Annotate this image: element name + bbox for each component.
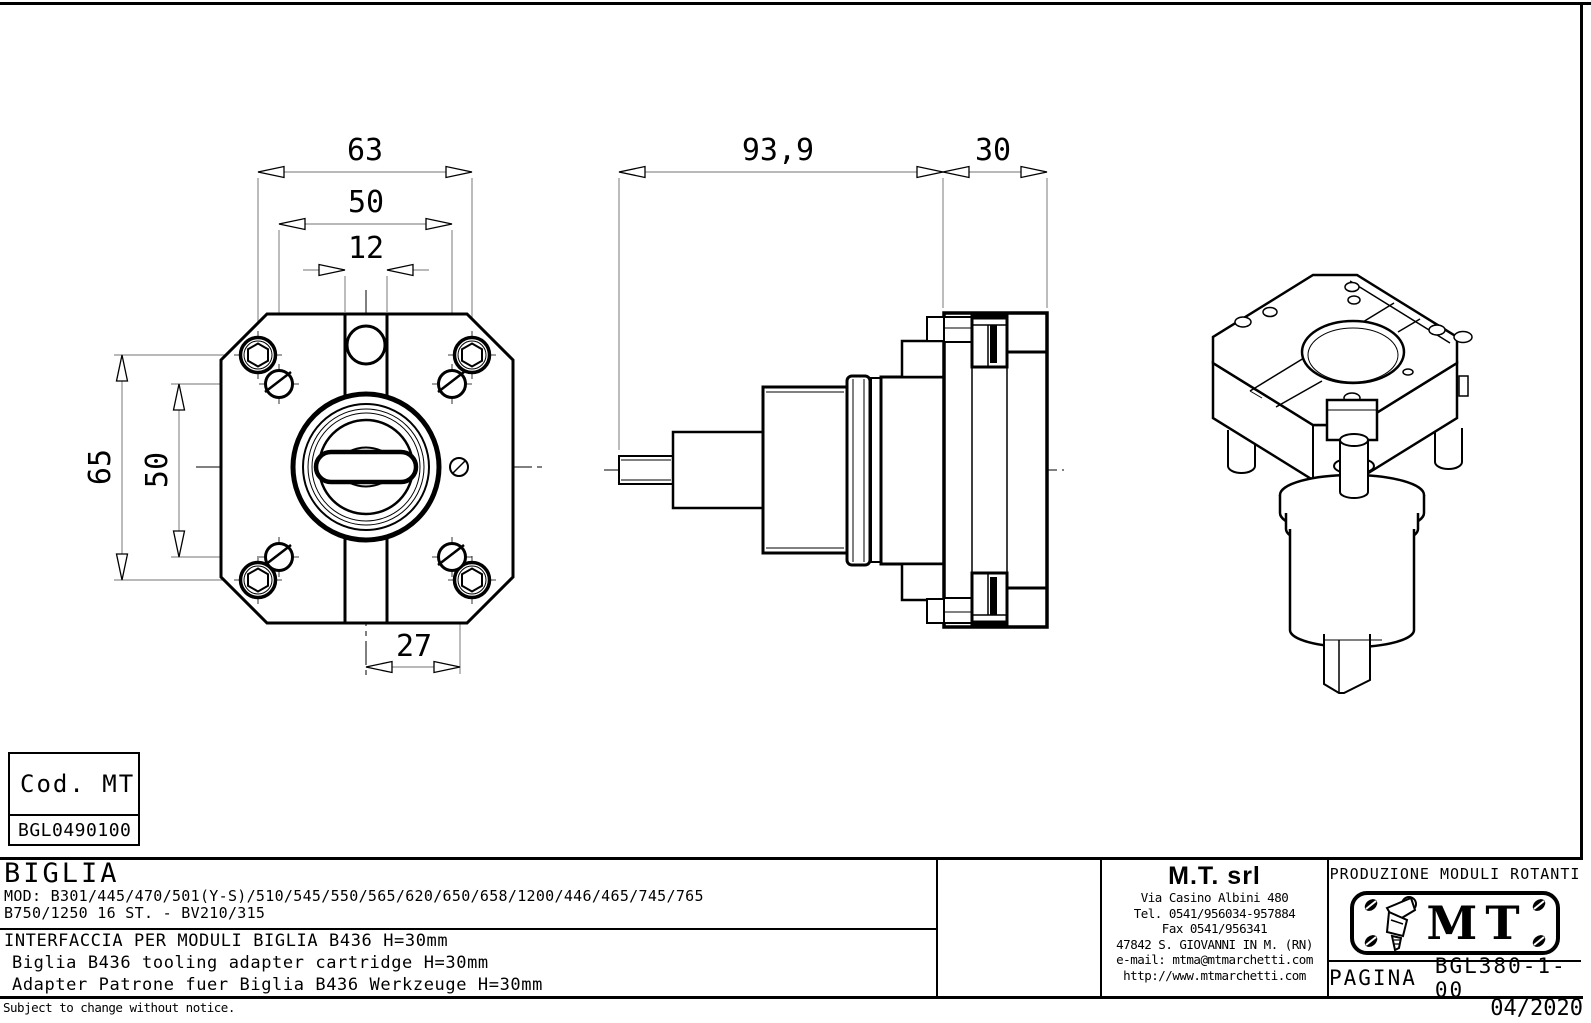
iso-leg-right (1435, 428, 1462, 469)
front-dim-27 (366, 629, 460, 673)
iso-side-slot (1459, 376, 1468, 396)
isometric-view-drawing (1213, 275, 1472, 693)
mt-logo-text: MT (1426, 896, 1528, 950)
description-cell (0, 930, 936, 996)
side-view-drawing (604, 133, 1064, 627)
title-block-customer-section (0, 860, 938, 996)
company-city: 47842 S. GIOVANNI IN M. (RN) (1116, 936, 1313, 952)
company-phone: Tel. 0541/956034-957884 (1133, 905, 1296, 921)
description-english: Biglia B436 tooling adapter cartridge H=30mm (12, 953, 489, 973)
front-drive-slot (316, 452, 416, 482)
customer-models-line2: B750/1250 16 ST. - BV210/315 (4, 903, 266, 922)
side-dim-93-9 (619, 133, 943, 178)
front-dim-50-top (279, 185, 452, 230)
front-dim-63 (258, 133, 472, 178)
dim-12-label: 12 (347, 231, 385, 266)
footer-note: Subject to change without notice. (3, 1000, 235, 1015)
front-dim-50-left (140, 384, 185, 557)
dim-27-label: 27 (395, 629, 433, 664)
iso-lower-column (1280, 475, 1424, 693)
company-fax: Fax 0541/956341 (1161, 921, 1268, 936)
dim-93-9-label: 93,9 (741, 133, 815, 168)
title-block-empty-cell (938, 860, 1102, 996)
mt-logo (1329, 886, 1581, 960)
production-label: PRODUZIONE MODULI ROTANTI (1329, 865, 1581, 883)
page-row (1329, 954, 1581, 1002)
side-step-block-top (902, 341, 944, 377)
iso-central-bore (1302, 321, 1404, 383)
company-address: Via Casino Albini 480 (1140, 890, 1289, 905)
dim-30-label: 30 (974, 133, 1012, 168)
front-central-boss (293, 394, 439, 540)
side-shaft-step (673, 432, 763, 508)
side-flange-ring (847, 376, 870, 565)
description-german: Adapter Patrone fuer Biglia B436 Werkzeuge H=30mm (12, 975, 543, 995)
side-body (881, 377, 944, 564)
code-box (8, 752, 140, 846)
page-code: BGL380-1-00 (1434, 954, 1567, 1002)
side-cylinder (763, 387, 847, 553)
code-box-label: Cod. MT (10, 754, 138, 816)
front-dim-65 (83, 355, 128, 580)
company-website: http://www.mtmarchetti.com (1123, 967, 1306, 983)
side-dim-30 (943, 133, 1047, 178)
front-view-drawing (83, 133, 545, 678)
side-step-block-bottom (902, 564, 944, 600)
logo-page-cell (1329, 860, 1581, 1002)
dim-50-top-label: 50 (347, 185, 385, 220)
iso-square-shank (1324, 634, 1370, 693)
company-name: M.T. srl (1168, 862, 1261, 890)
customer-models-cell (0, 860, 936, 930)
customer-models-line1: MOD: B301/445/470/501(Y-S)/510/545/550/565/620/650/658/1200/446/465/745/765 (4, 887, 704, 905)
footer-date: 04/2020 (1490, 996, 1583, 1021)
front-side-pin-hole (450, 458, 468, 476)
dim-50-left-label: 50 (140, 451, 175, 489)
description-italian: INTERFACCIA PER MODULI BIGLIA B436 H=30mm (4, 931, 449, 951)
front-dim-12 (303, 231, 429, 276)
dim-65-label: 65 (83, 448, 118, 486)
mt-logo-graphic (1349, 890, 1561, 956)
code-box-value: BGL0490100 (18, 819, 132, 841)
company-email: e-mail: mtma@mtmarchetti.com (1116, 952, 1313, 967)
title-block (0, 857, 1583, 1002)
customer-brand: BIGLIA (4, 860, 120, 889)
dim-63-label: 63 (346, 133, 384, 168)
page-label: PAGINA (1329, 966, 1417, 990)
company-info-cell (1102, 860, 1329, 996)
